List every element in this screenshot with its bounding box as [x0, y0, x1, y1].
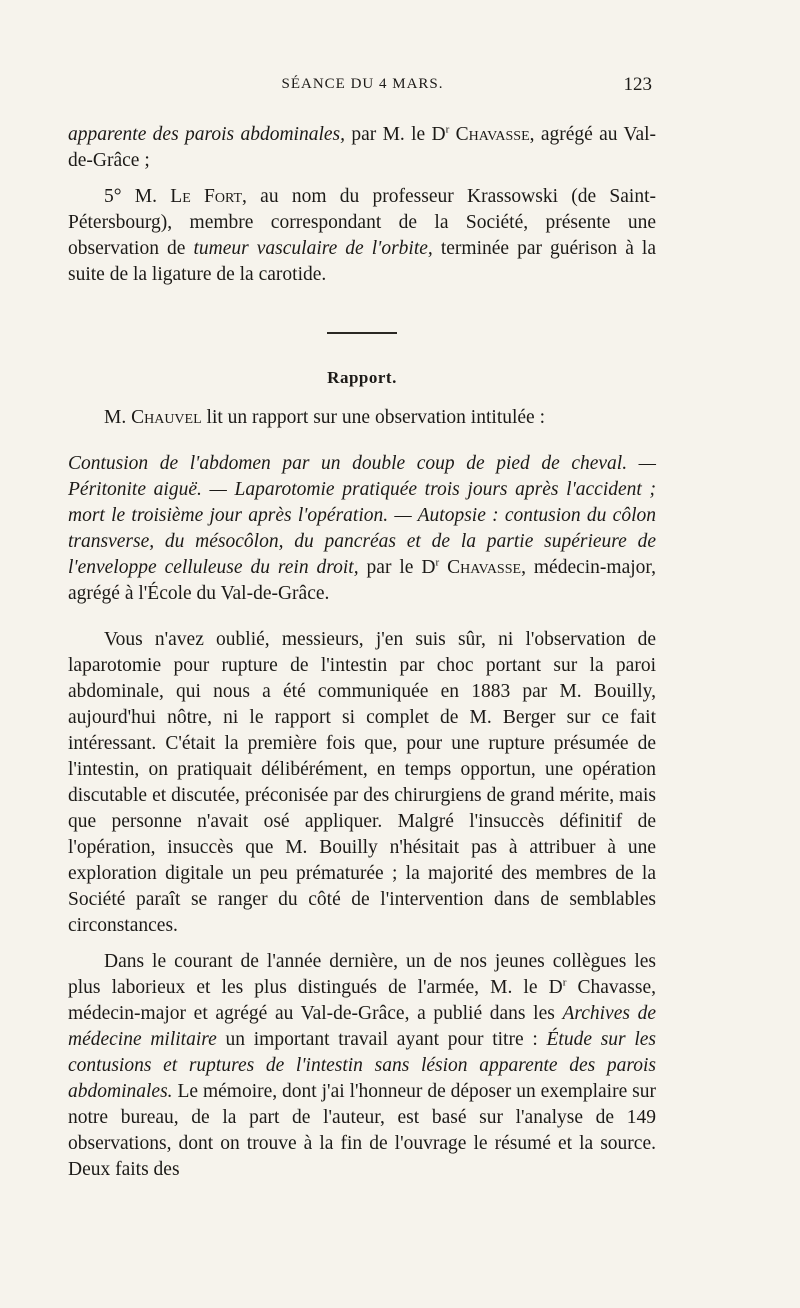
report-intro-text: lit un rapport sur une observation intitulée : — [201, 407, 546, 428]
item5-name: Le Fort — [170, 186, 243, 207]
item5-end: terminée par guérison à la suite de la ligature de la carotide. — [68, 238, 656, 285]
body-paragraph-2 — [68, 949, 656, 1183]
continued-item — [68, 122, 656, 174]
p2-mid2: un important travail ayant pour titre : — [216, 1029, 547, 1050]
report-intro — [68, 405, 656, 431]
continued-sup: r — [445, 123, 450, 136]
report-intro-m: M. — [104, 407, 132, 428]
report-title-sup: r — [435, 556, 440, 569]
p2-title: Étude sur les contusions et ruptures de l'intestin sans lésion apparente des parois abdominales. — [68, 1029, 657, 1102]
report-intro-name: Chauvel — [131, 407, 202, 428]
item5-italic: tumeur vasculaire de l'orbite, — [193, 238, 433, 259]
running-head: SÉANCE DU 4 MARS. — [281, 76, 444, 92]
report-title-italic: Contusion de l'abdomen par un double coup de pied de cheval. — Péritonite aiguë. — Laparotomie pratiquée trois jours après l'accident ; mort le troisième jour après l'opération. — Autopsie : contusion du côlon transverse, du mésocôlon, du pancréas et de la partie supérieure de l'enveloppe celluleuse du rein droit, — [68, 453, 656, 578]
section-title: Rapport. — [327, 368, 397, 387]
continued-title: apparente des parois abdominales, — [68, 124, 346, 145]
report-title-name: Chavasse — [447, 557, 522, 578]
page-header — [0, 76, 800, 100]
p2-sup: r — [562, 976, 567, 989]
continued-end: , agrégé au Val-de-Grâce ; — [68, 124, 657, 171]
page-body — [68, 122, 656, 1183]
continued-name: Chavasse — [455, 124, 530, 145]
item-5 — [68, 184, 656, 288]
item5-num: 5° M. — [104, 186, 171, 207]
item5-text: , au nom du professeur Krassowski (de Saint-Pétersbourg), membre correspondant de la Société, présente une observation de — [68, 186, 657, 259]
report-title — [68, 451, 656, 607]
p2-start: Dans le courant de l'année dernière, un de nos jeunes collègues les plus laborieux et les plus distingués de l'armée, M. le D — [68, 951, 656, 998]
p2-journal: Archives de médecine militaire — [68, 1003, 656, 1050]
page-number: 123 — [623, 74, 652, 95]
body-paragraph-1: Vous n'avez oublié, messieurs, j'en suis sûr, ni l'observation de laparotomie pour rupture de l'intestin par choc portant sur la paroi abdominale, qui nous a été communiquée en 1883 par M. Bouilly, aujourd'hui nôtre, ni le rapport si complet de M. Berger sur ce fait intéressant. C'était la première fois que, pour une rupture présumée de l'intestin, on pratiquait délibérément, en temps opportun, une opération discutable et discutée, préconisée par des chirurgiens de grand mérite, mais que personne n'avait osé appliquer. Malgré l'insuccès définitif de l'opération, insuccès que M. Bouilly n'hésitait pas à attribuer à une exploration digitale un peu prématurée ; la majorité des membres de la Société paraît se ranger du côté de l'intervention dans de semblables circonstances. — [68, 629, 656, 936]
section-divider — [327, 332, 397, 334]
p2-mid: Chavasse, médecin-major et agrégé au Val-de-Grâce, a publié dans les — [68, 977, 656, 1024]
report-title-by: par le D — [358, 557, 436, 578]
continued-by: par M. le D — [345, 124, 446, 145]
p2-end: Le mémoire, dont j'ai l'honneur de déposer un exemplaire sur notre bureau, de la part de l'auteur, est basé sur l'analyse de 149 observations, dont on trouve à la fin de l'ouvrage le résumé et la source. Deux faits des — [68, 1081, 656, 1180]
report-title-end: , médecin-major, agrégé à l'École du Val-de-Grâce. — [68, 557, 656, 604]
